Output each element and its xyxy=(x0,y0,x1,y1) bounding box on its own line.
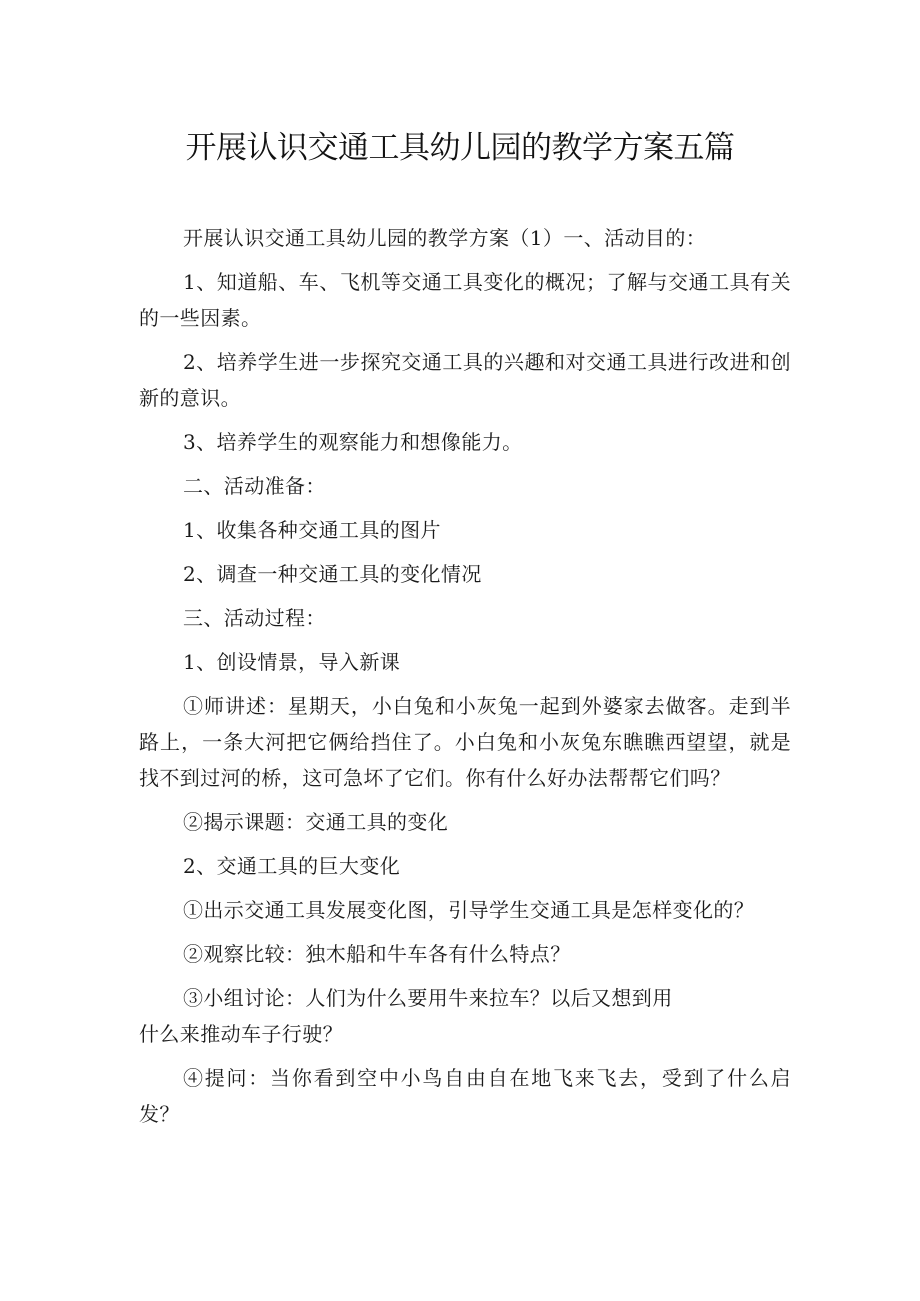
paragraph-prep-2: 2、调查一种交通工具的变化情况 xyxy=(183,562,482,586)
paragraph-prep-1: 1、收集各种交通工具的图片 xyxy=(183,518,441,542)
paragraph-story: ①师讲述：星期天，小白兔和小灰兔一起到外婆家去做客。走到半路上，一条大河把它俩给挡住了。小白兔和小灰兔东瞧瞧西望望，就是找不到过河的桥，这可急坏了它们。你有什么好办法帮帮它们吗？ xyxy=(139,694,791,790)
paragraph-topic: ②揭示课题：交通工具的变化 xyxy=(183,810,449,834)
paragraph-intro: 开展认识交通工具幼儿园的教学方案（1）一、活动目的： xyxy=(183,226,707,250)
paragraph-goal-1: 1、知道船、车、飞机等交通工具变化的概况；了解与交通工具有关的一些因素。 xyxy=(139,270,791,330)
heading-preparation: 二、活动准备： xyxy=(183,474,326,498)
paragraph-process-1: 1、创设情景，导入新课 xyxy=(183,650,401,674)
document-body xyxy=(139,220,791,1140)
document-title: 开展认识交通工具幼儿园的教学方案五篇 xyxy=(185,130,735,166)
paragraph-goal-3: 3、培养学生的观察能力和想像能力。 xyxy=(183,430,523,454)
paragraph-discuss-cont: 什么来推动车子行驶？ xyxy=(139,1022,343,1046)
paragraph-question: ④提问：当你看到空中小鸟自由自在地飞来飞去，受到了什么启发？ xyxy=(139,1066,791,1126)
paragraph-goal-2: 2、培养学生进一步探究交通工具的兴趣和对交通工具进行改进和创新的意识。 xyxy=(139,350,791,410)
heading-process: 三、活动过程： xyxy=(183,606,326,630)
paragraph-process-2: 2、交通工具的巨大变化 xyxy=(183,854,401,878)
paragraph-show-chart: ①出示交通工具发展变化图，引导学生交通工具是怎样变化的？ xyxy=(183,898,755,922)
paragraph-discuss: ③小组讨论：人们为什么要用牛来拉车？以后又想到用 xyxy=(183,986,673,1010)
paragraph-compare: ②观察比较：独木船和牛车各有什么特点？ xyxy=(183,942,571,966)
